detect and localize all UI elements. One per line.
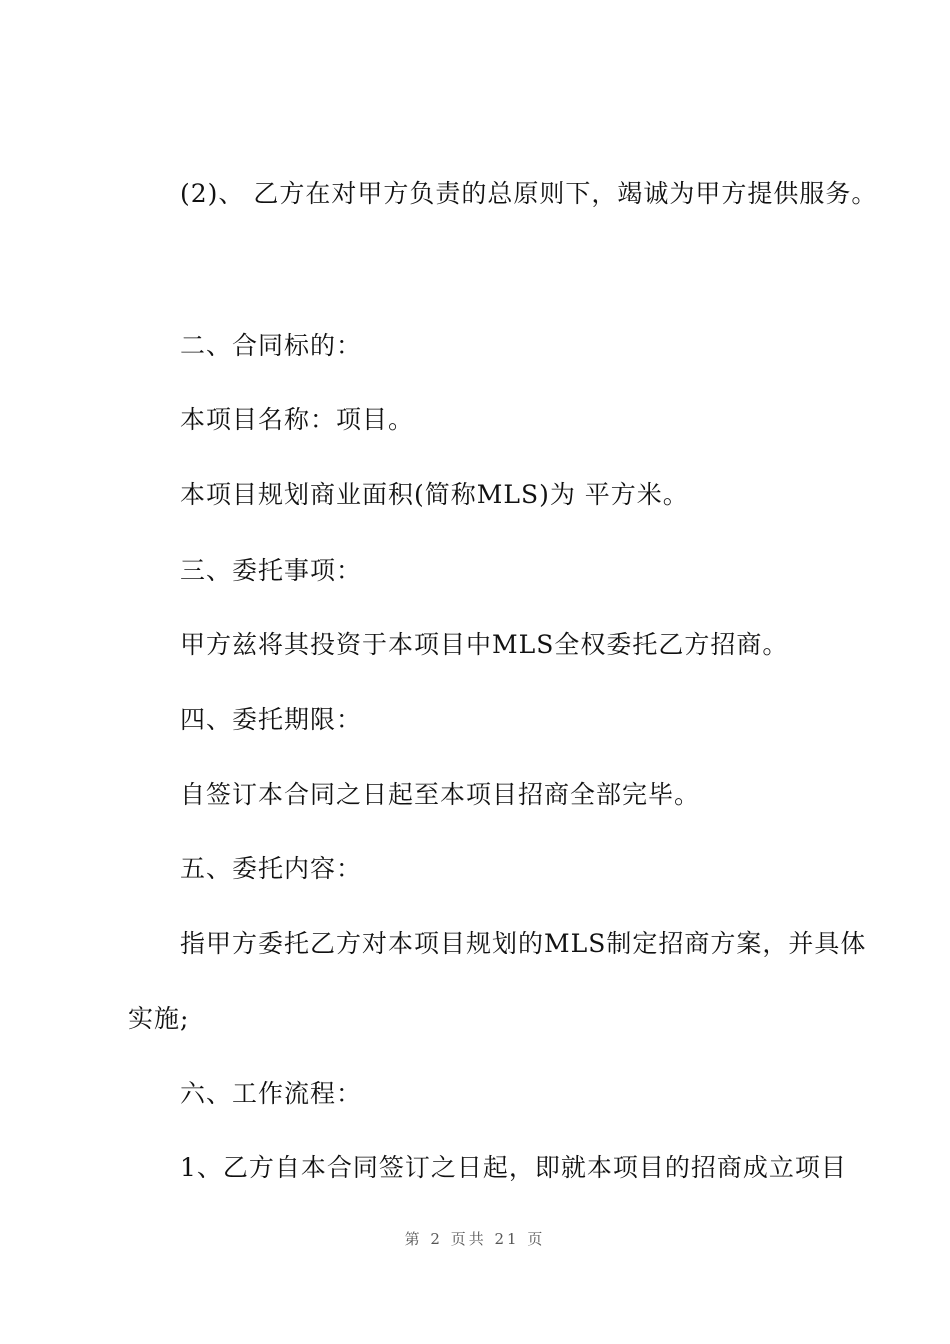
paragraph-service-principle: (2)、 乙方在对甲方负责的总原则下，竭诚为甲方提供服务。 [180, 179, 878, 208]
section-heading-contract-subject: 二、合同标的： [180, 331, 363, 360]
paragraph-entrustment-content: 指甲方委托乙方对本项目规划的MLS制定招商方案，并具体 [180, 929, 867, 958]
section-heading-entrusted-matters: 三、委托事项： [180, 556, 363, 585]
paragraph-workflow-step-1: 1、乙方自本合同签订之日起，即就本项目的招商成立项目 [180, 1153, 847, 1182]
paragraph-entrustment-term: 自签订本合同之日起至本项目招商全部完毕。 [180, 780, 701, 809]
paragraph-project-area: 本项目规划商业面积(简称MLS)为 平方米。 [180, 480, 689, 509]
section-heading-entrustment-content: 五、委托内容： [180, 854, 363, 883]
paragraph-entrusted-matters: 甲方兹将其投资于本项目中MLS全权委托乙方招商。 [180, 630, 789, 659]
section-heading-entrustment-term: 四、委托期限： [180, 705, 363, 734]
paragraph-entrustment-content-continued: 实施; [128, 1004, 190, 1033]
page-number-footer: 第 2 页共 21 页 [404, 1230, 546, 1248]
paragraph-project-name: 本项目名称：项目。 [180, 405, 415, 434]
section-heading-workflow: 六、工作流程： [180, 1079, 363, 1108]
